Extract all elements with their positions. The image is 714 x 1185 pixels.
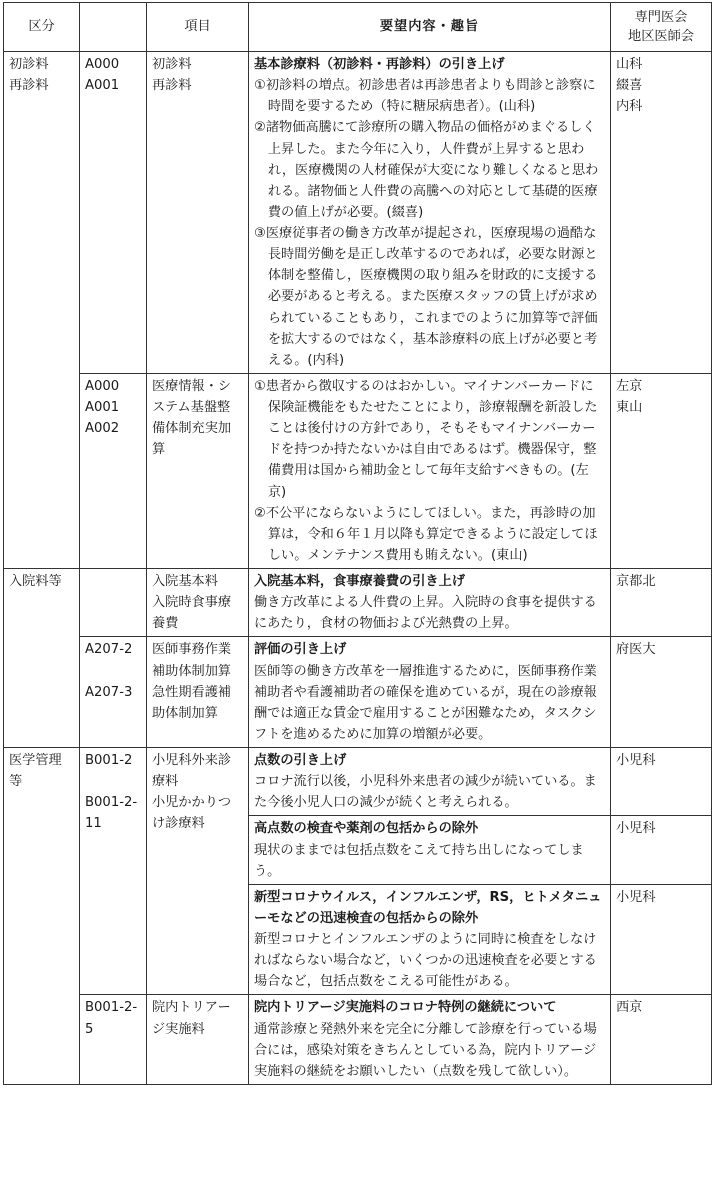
association-cell: 左京 東山	[611, 373, 712, 568]
code-cell: A207-2 A207-3	[80, 637, 147, 748]
table-row	[4, 748, 712, 816]
header-request: 要望内容・趣旨	[249, 3, 611, 52]
item-cell: 初診料 再診料	[147, 52, 249, 374]
header-row	[4, 3, 712, 52]
request-body: 現状のままでは包括点数をこえて持ち出しになってしまう。	[254, 842, 584, 879]
item-cell: 院内トリアージ実施料	[147, 995, 249, 1085]
category-cell: 入院料等	[4, 569, 80, 637]
request-point: ③医療従事者の働き方改革が提起され，医療現場の過酷な長時間労働を是正し改革するのであれば，必要な財源と体制を整備し，医療機関の取り組みを財政的に支援する必要があると考える。また医療スタッフの賃上げが求められていることもあり，これまでのように加算等で評価を拡大するのではなく，基本診療料の底上げが必要と考える。(内科)	[254, 226, 598, 368]
table-row	[4, 52, 712, 374]
table-row	[4, 995, 712, 1085]
request-title: 点数の引き上げ	[254, 753, 347, 768]
header-association: 専門医会 地区医師会	[611, 3, 712, 52]
request-title: 評価の引き上げ	[254, 642, 347, 658]
association-cell: 小児科	[611, 884, 712, 995]
association-cell: 山科 綴喜 内科	[611, 52, 712, 374]
request-body: 新型コロナとインフルエンザのように同時に検査をしなければならない場合など，いくつかの迅速検査を必要とする場合など，包括点数をこえる可能性がある。	[254, 932, 597, 990]
association-cell: 小児科	[611, 816, 712, 884]
table-row	[4, 569, 712, 637]
request-title: 基本診療料（初診料・再診料）の引き上げ	[254, 57, 505, 72]
code-cell: A000 A001	[80, 52, 147, 374]
request-point: ②不公平にならないようにしてほしい。また，再診時の加算は，令和６年１月以降も算定できるように設定してほしい。メンテナンス費用も賄えない。(東山)	[254, 505, 598, 563]
item-cell: 医師事務作業補助体制加算 急性期看護補助体制加算	[147, 637, 249, 748]
association-cell: 西京	[611, 995, 712, 1085]
request-cell	[249, 816, 611, 884]
request-cell	[249, 884, 611, 995]
association-cell: 府医大	[611, 637, 712, 748]
category-cell: 医学管理等	[4, 748, 80, 995]
category-cell	[4, 995, 80, 1085]
category-cell	[4, 373, 80, 568]
code-cell: B001-2 B001-2-11	[80, 748, 147, 995]
code-cell: A000 A001 A002	[80, 373, 147, 568]
header-category: 区分	[4, 3, 80, 52]
request-body: 働き方改革による人件費の上昇。入院時の食事を提供するにあたり，食材の物価および光熱費の上昇。	[254, 595, 597, 632]
header-item: 項目	[147, 3, 249, 52]
item-cell: 小児科外来診療料 小児かかりつけ診療料	[147, 748, 249, 995]
request-body: 医師等の働き方改革を一層推進するために，医師事務作業補助者や看護補助者の確保を進めているが，現在の診療報酬では適正な賃金で雇用することが困難なため，タスクシフトを進めるために加算の増額が必要。	[254, 663, 597, 742]
category-cell	[4, 637, 80, 748]
request-cell	[249, 569, 611, 637]
request-point: ①初診料の増点。初診患者は再診患者よりも問診と診察に時間を要するため（特に糖尿病患者）。(山科)	[254, 78, 596, 115]
header-code	[80, 3, 147, 52]
association-cell: 小児科	[611, 748, 712, 816]
request-cell	[249, 637, 611, 748]
request-cell	[249, 52, 611, 374]
request-title: 入院基本料，食事療養費の引き上げ	[254, 574, 465, 589]
code-cell	[80, 569, 147, 637]
request-cell	[249, 748, 611, 816]
request-point: ②諸物価高騰にて診療所の購入物品の価格がめまぐるしく上昇した。また今年に入り，人件費が上昇すると思われ，医療機関の人材確保が大変になり難しくなると思われる。諸物価と人件費の高騰への対応として基礎的医療費の値上げが必要。(綴喜)	[254, 120, 599, 220]
request-cell	[249, 995, 611, 1085]
table-row	[4, 373, 712, 568]
request-table	[3, 2, 712, 1085]
code-cell: B001-2-5	[80, 995, 147, 1085]
request-body: 通常診療と発熱外来を完全に分離して診療を行っている場合には，感染対策をきちんとしている為，院内トリアージ実施料の継続をお願いしたい（点数を残して欲しい）。	[254, 1021, 597, 1079]
item-cell: 入院基本料 入院時食事療養費	[147, 569, 249, 637]
request-title: 院内トリアージ実施料のコロナ特例の継続について	[254, 1000, 557, 1016]
request-point: ①患者から徴収するのはおかしい。マイナンバーカードに保険証機能をもたせたことにより，診療報酬を新設したことは後付けの方針であり，そもそもマイナンバーカードを持つか持たないかは自由であるはず。機器保守，整備費用は国から補助金として毎年支給すべきもの。(左京)	[254, 378, 598, 500]
category-cell: 初診料 再診料	[4, 52, 80, 374]
item-cell: 医療情報・システム基盤整備体制充実加算	[147, 373, 249, 568]
request-title: 高点数の検査や薬剤の包括からの除外	[254, 821, 479, 837]
request-cell	[249, 373, 611, 568]
table-row	[4, 637, 712, 748]
request-body: コロナ流行以後，小児科外来患者の減少が続いている。また今後小児人口の減少が続くと考えられる。	[254, 774, 597, 811]
request-title: 新型コロナウイルス，インフルエンザ，RS，ヒトメタニューモなどの迅速検査の包括からの除外	[254, 889, 602, 926]
association-cell: 京都北	[611, 569, 712, 637]
